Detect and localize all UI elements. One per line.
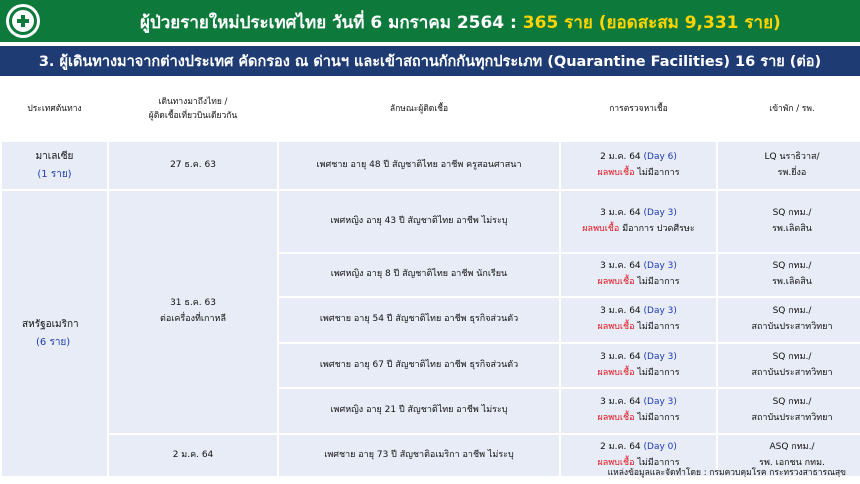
case-cell (279, 389, 559, 433)
admit-hospital: รพ. เอกชน กทม. (759, 457, 825, 468)
test-result-line (597, 411, 679, 427)
case-count: 365 ราย (ยอดสะสม 9,331 ราย) (522, 13, 781, 33)
admit-hospital: สถาบันประสาทวิทยา (751, 367, 833, 378)
case-text: เพศชาย อายุ 54 ปี สัญชาติไทย อาชีพ ธุรกิจส่วนตัว (319, 314, 519, 325)
admit-hospital: สถาบันประสาทวิทยา (751, 322, 833, 332)
case-text: เพศหญิง อายุ 43 ปี สัญชาติไทย อาชีพ ไม่ระบุ (330, 215, 508, 226)
test-date-line (600, 206, 677, 222)
case-text: เพศชาย อายุ 73 ปี สัญชาติอเมริกา อาชีพ ไม่ระบุ (324, 449, 514, 460)
admit-hospital: รพ.เลิดสิน (772, 223, 812, 234)
header-admit-label: เข้าพัก / รพ. (769, 104, 815, 115)
admit-cell (718, 254, 860, 296)
test-result-line (597, 166, 679, 182)
test-cell (561, 298, 716, 342)
header-admit (718, 80, 860, 140)
test-day: (Day 6) (643, 151, 677, 162)
test-date: 3 ม.ค. 64 (600, 397, 641, 408)
admit-hospital: รพ.เลิดสิน (772, 277, 812, 287)
arrival-note: ต่อเครื่องที่เกาหลี (160, 314, 226, 324)
case-text: เพศหญิง อายุ 8 ปี สัญชาติไทย อาชีพ นักเรียน (330, 269, 508, 280)
header-case (279, 80, 559, 140)
admit-facility: LQ นราธิวาส/ (764, 151, 820, 162)
header-test-label: การตรวจหาเชื้อ (609, 104, 668, 115)
case-text: เพศชาย อายุ 48 ปี สัญชาติไทย อาชีพ ครูสอนศาสนา (316, 159, 522, 170)
symptom: มีอาการ ปวดศีรษะ (622, 223, 695, 234)
test-cell (561, 191, 716, 252)
case-cell (279, 435, 559, 476)
test-day: (Day 3) (643, 306, 677, 317)
header-arrival-line1: เดินทางมาถึงไทย / (158, 97, 228, 108)
section-title: 3. ผู้เดินทางมาจากต่างประเทศ คัดกรอง ณ ด่านฯ และเข้าสถานกักกันทุกประเภท (Quarantine Facilities) 16 ราย (ต่อ) (0, 46, 860, 76)
arrival-date: 31 ธ.ค. 63 (170, 298, 216, 309)
test-date-line (600, 150, 677, 166)
test-day: (Day 3) (643, 397, 677, 408)
admit-cell (718, 298, 860, 342)
test-result-line (597, 366, 679, 382)
header-arrival (109, 80, 277, 140)
test-date-line (600, 304, 677, 320)
page-title (140, 9, 781, 36)
country-name: มาเลเซีย (35, 150, 74, 162)
country-name: สหรัฐอเมริกา (22, 318, 79, 330)
case-cell (279, 298, 559, 342)
admit-facility: SQ กทม./ (772, 306, 812, 317)
case-cell (279, 344, 559, 387)
header-arrival-line2: ผู้ติดเชื้อเที่ยวบินเดียวกัน (148, 111, 238, 121)
test-date-line (600, 259, 677, 275)
test-result: ผลพบเชื้อ (597, 167, 635, 178)
test-result-line (597, 320, 679, 336)
admit-cell (718, 344, 860, 387)
test-date: 2 ม.ค. 64 (600, 441, 641, 452)
test-result-line (597, 275, 679, 291)
test-date: 3 ม.ค. 64 (600, 207, 641, 218)
admit-cell (718, 191, 860, 252)
arrival-cell (109, 435, 277, 476)
admit-facility: SQ กทม./ (772, 397, 812, 408)
admit-hospital: สถาบันประสาทวิทยา (751, 413, 833, 423)
arrival-date: 2 ม.ค. 64 (172, 449, 214, 460)
country-group (2, 191, 107, 476)
header-test (561, 80, 716, 140)
arrival-cell (109, 142, 277, 189)
symptom: ไม่มีอาการ (637, 413, 680, 423)
symptom: ไม่มีอาการ (637, 277, 680, 287)
symptom: ไม่มีอาการ (637, 322, 680, 332)
country-count: (1 ราย) (37, 168, 72, 180)
case-cell (279, 254, 559, 296)
test-result: ผลพบเชื้อ (597, 367, 635, 378)
test-date-line (600, 350, 677, 366)
test-result: ผลพบเชื้อ (582, 223, 620, 234)
test-day: (Day 3) (643, 207, 677, 218)
test-result: ผลพบเชื้อ (597, 413, 635, 423)
test-date: 3 ม.ค. 64 (600, 351, 641, 362)
test-day: (Day 3) (643, 261, 677, 272)
case-cell (279, 191, 559, 252)
header-country-label: ประเทศต้นทาง (27, 104, 82, 115)
admit-facility: SQ กทม./ (772, 261, 812, 272)
case-cell (279, 142, 559, 189)
admit-cell (718, 389, 860, 433)
test-result: ผลพบเชื้อ (597, 457, 635, 468)
symptom: ไม่มีอาการ (637, 457, 680, 468)
test-day: (Day 3) (643, 351, 677, 362)
test-date: 2 ม.ค. 64 (600, 151, 641, 162)
title-text: ผู้ป่วยรายใหม่ประเทศไทย วันที่ 6 มกราคม 2564 : (140, 13, 517, 33)
test-date-line (600, 395, 677, 411)
symptom: ไม่มีอาการ (637, 167, 680, 178)
case-text: เพศหญิง อายุ 21 ปี สัญชาติไทย อาชีพ ไม่ระบุ (330, 405, 508, 416)
test-day: (Day 0) (643, 441, 677, 452)
country-count: (6 ราย) (36, 336, 71, 348)
moph-logo-icon (6, 4, 40, 38)
test-cell (561, 254, 716, 296)
cases-table (2, 80, 858, 468)
test-date: 3 ม.ค. 64 (600, 261, 641, 272)
test-date-line (600, 440, 677, 456)
admit-facility: SQ กทม./ (772, 351, 812, 362)
admit-cell (718, 142, 860, 189)
header-country (2, 80, 107, 140)
test-cell (561, 389, 716, 433)
test-result: ผลพบเชื้อ (597, 322, 635, 332)
admit-facility: SQ กทม./ (772, 207, 812, 218)
source-note: แหล่งข้อมูลและจัดทำโดย : กรมควบคุมโรค กระทรวงสาธารณสุข (607, 468, 846, 478)
case-text: เพศชาย อายุ 67 ปี สัญชาติไทย อาชีพ ธุรกิจส่วนตัว (319, 359, 519, 370)
admit-facility: ASQ กทม./ (769, 441, 815, 452)
test-result-line (582, 222, 694, 238)
header-case-label: ลักษณะผู้ติดเชื้อ (389, 104, 449, 115)
test-result: ผลพบเชื้อ (597, 277, 635, 287)
admit-hospital: รพ.ยี่งอ (777, 167, 807, 178)
test-date: 3 ม.ค. 64 (600, 306, 641, 317)
arrival-cell (109, 191, 277, 433)
header-bar (0, 0, 860, 42)
test-cell (561, 344, 716, 387)
test-cell (561, 142, 716, 189)
arrival-date: 27 ธ.ค. 63 (170, 159, 216, 170)
country-group (2, 142, 107, 189)
symptom: ไม่มีอาการ (637, 367, 680, 378)
